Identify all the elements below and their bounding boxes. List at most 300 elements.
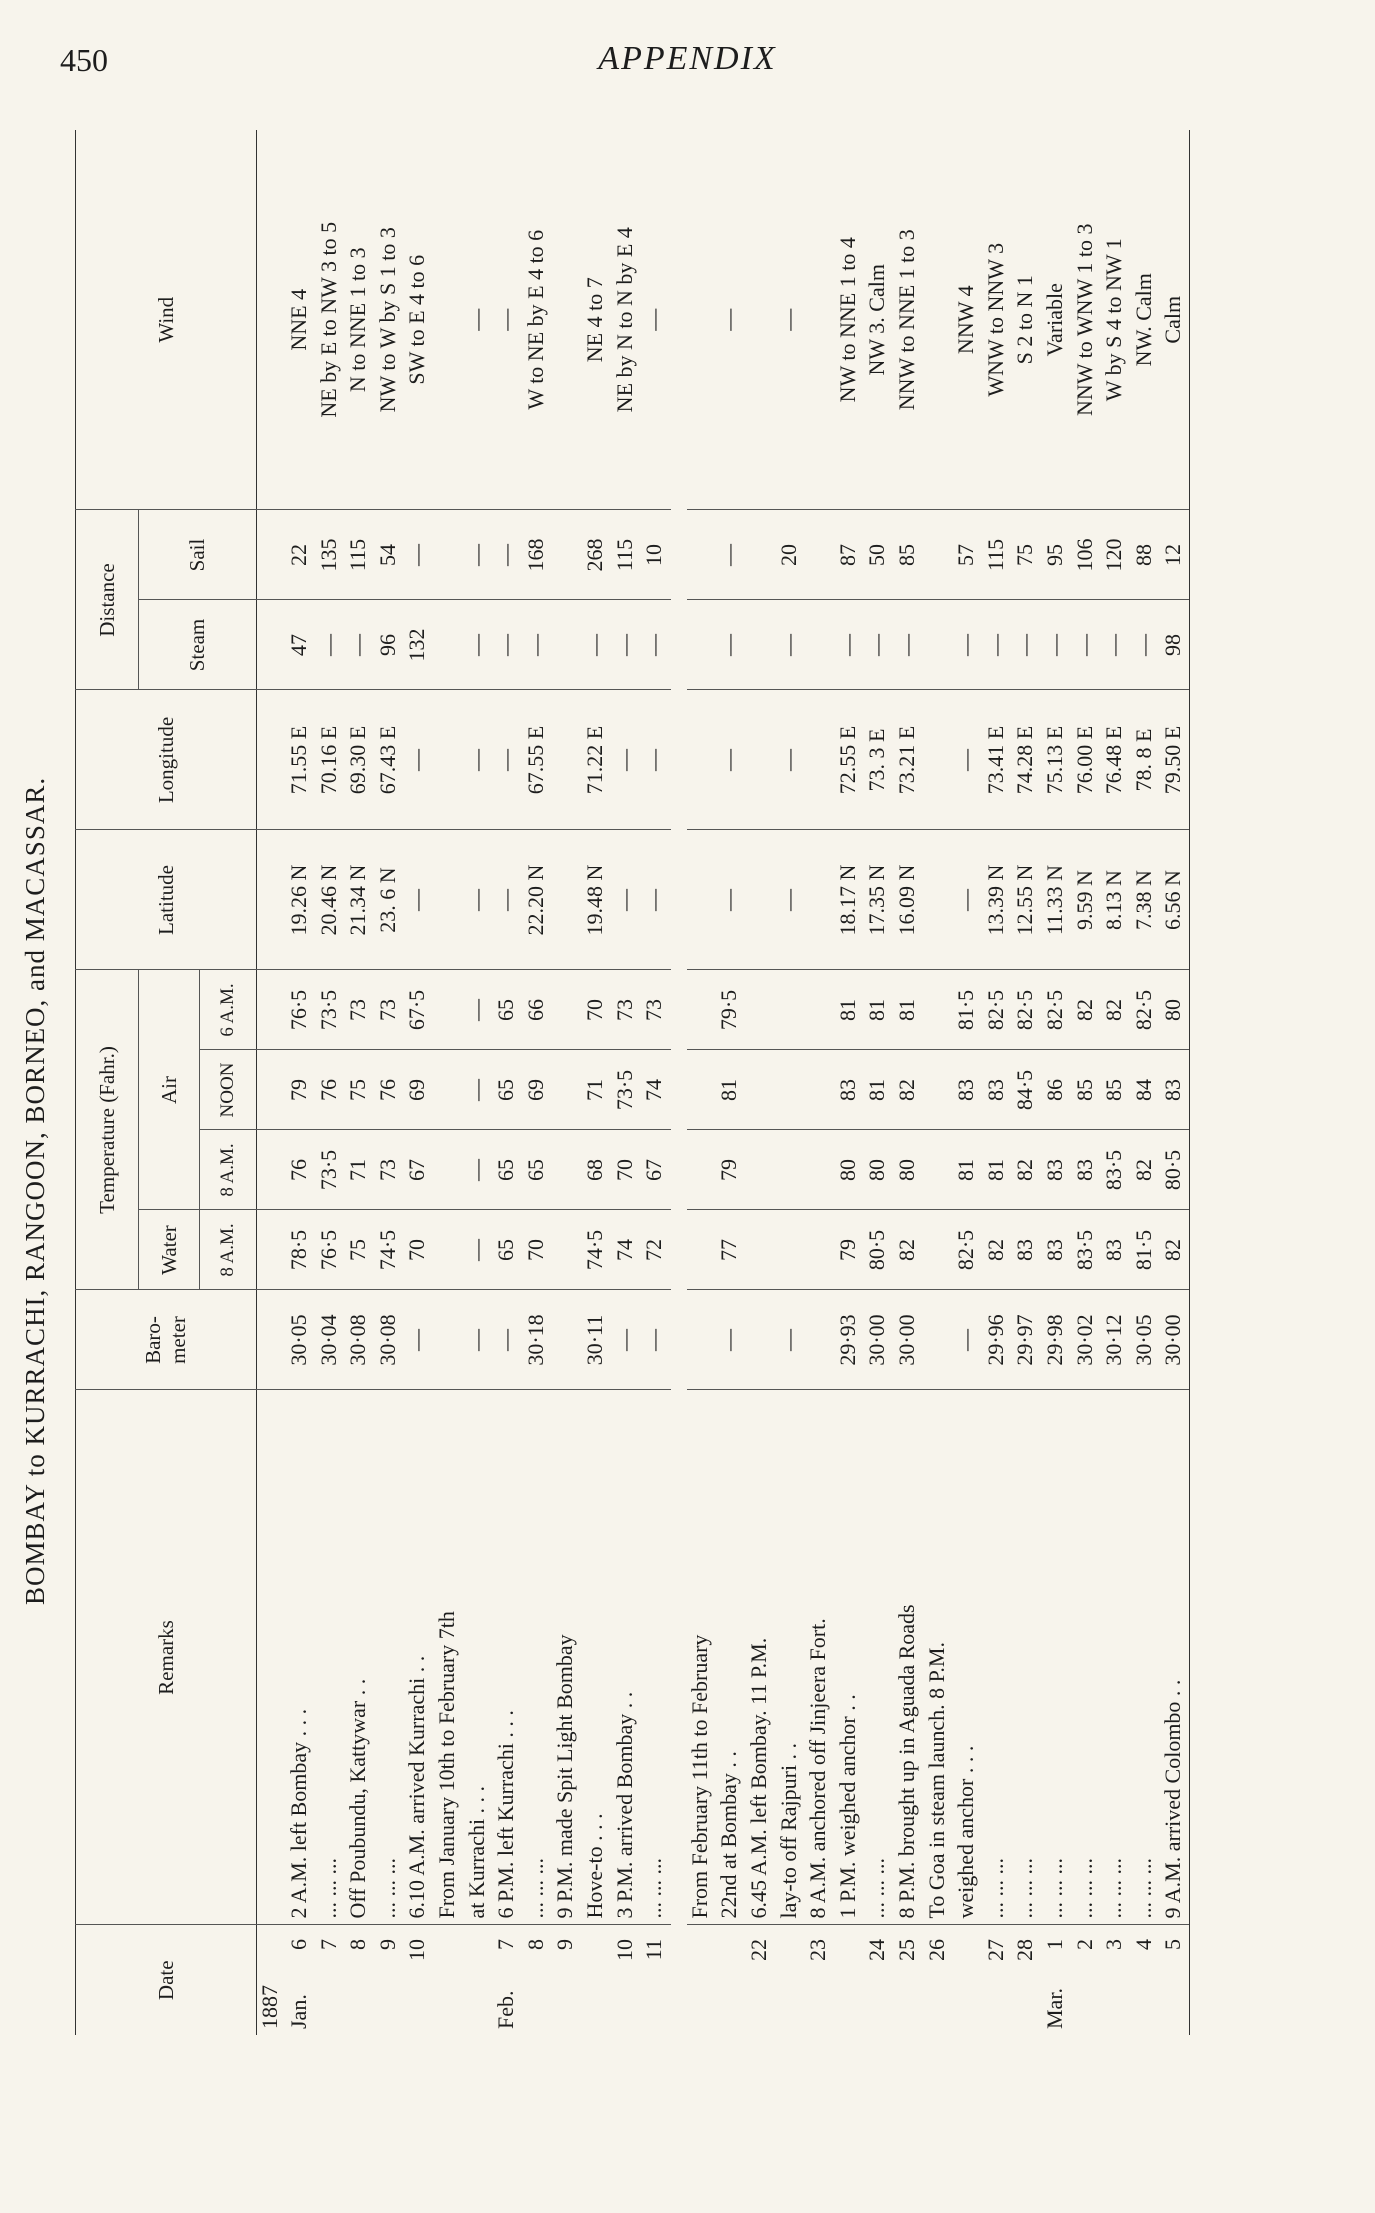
longitude-cell xyxy=(434,690,464,830)
header-air-noon: NOON xyxy=(200,1050,257,1130)
table-row xyxy=(1072,130,1102,2035)
date-cell xyxy=(1012,1925,1042,2035)
water-8am-cell xyxy=(257,1210,287,1290)
steam-cell: — xyxy=(953,600,983,690)
air-6am-cell: 81 xyxy=(894,970,924,1050)
longitude-cell: — xyxy=(612,690,642,830)
water-8am-cell: 83·5 xyxy=(1072,1210,1102,1290)
table-row xyxy=(612,130,642,2035)
date-cell xyxy=(345,1925,375,2035)
air-8am-cell: 65 xyxy=(493,1130,523,1210)
air-noon-cell xyxy=(924,1050,954,1130)
table-row xyxy=(523,130,553,2035)
air-8am-cell xyxy=(924,1130,954,1210)
date-day: 10 xyxy=(404,1939,430,1961)
date-cell xyxy=(1101,1925,1131,2035)
baro-cell: 29·97 xyxy=(1012,1290,1042,1390)
air-8am-cell xyxy=(257,1130,287,1210)
steam-cell: — xyxy=(894,600,924,690)
baro-cell: 30·08 xyxy=(345,1290,375,1390)
water-8am-cell xyxy=(924,1210,954,1290)
latitude-cell: 20.46 N xyxy=(316,830,346,970)
table-row xyxy=(687,130,717,2035)
longitude-cell: 67.55 E xyxy=(523,690,553,830)
longitude-cell: — xyxy=(493,690,523,830)
baro-cell: 30·05 xyxy=(1131,1290,1161,1390)
steam-cell: — xyxy=(1012,600,1042,690)
wind-cell: NW to NNE 1 to 4 xyxy=(835,130,865,510)
air-8am-cell: — xyxy=(464,1130,494,1210)
table-row xyxy=(316,130,346,2035)
latitude-cell: 23. 6 N xyxy=(375,830,405,970)
wind-cell: WNW to NNW 3 xyxy=(983,130,1013,510)
date-day: 24 xyxy=(864,1939,890,1961)
wind-cell: SW to E 4 to 6 xyxy=(404,130,434,510)
table-row xyxy=(805,130,835,2035)
baro-cell: — xyxy=(612,1290,642,1390)
wind-cell xyxy=(434,130,464,510)
date-cell xyxy=(316,1925,346,2035)
baro-cell: 30·00 xyxy=(1160,1290,1190,1390)
date-cell xyxy=(641,1925,671,2035)
air-noon-cell xyxy=(434,1050,464,1130)
table-row xyxy=(375,130,405,2035)
air-6am-cell: 67·5 xyxy=(404,970,434,1050)
air-8am-cell: 70 xyxy=(612,1130,642,1210)
wind-cell: Variable xyxy=(1042,130,1072,510)
air-8am-cell: 67 xyxy=(404,1130,434,1210)
sail-cell: 75 xyxy=(1012,510,1042,600)
sail-cell: 95 xyxy=(1042,510,1072,600)
table-row xyxy=(1101,130,1131,2035)
water-8am-cell: 76·5 xyxy=(316,1210,346,1290)
header-water: Water xyxy=(139,1210,200,1290)
steam-cell xyxy=(257,600,287,690)
latitude-cell: 9.59 N xyxy=(1072,830,1102,970)
air-noon-cell: 86 xyxy=(1042,1050,1072,1130)
longitude-cell: — xyxy=(953,690,983,830)
wind-cell: NNW to NNE 1 to 3 xyxy=(894,130,924,510)
baro-cell xyxy=(746,1290,776,1390)
steam-cell xyxy=(434,600,464,690)
baro-cell xyxy=(552,1290,582,1390)
sail-cell: 106 xyxy=(1072,510,1102,600)
air-6am-cell: 82 xyxy=(1101,970,1131,1050)
air-8am-cell: 81 xyxy=(983,1130,1013,1210)
date-cell xyxy=(434,1925,464,2035)
remarks-cell: ... ... ... xyxy=(1042,1390,1072,1925)
water-8am-cell: 65 xyxy=(493,1210,523,1290)
sail-cell: 54 xyxy=(375,510,405,600)
table-row xyxy=(894,130,924,2035)
wind-cell: W by S 4 to NW 1 xyxy=(1101,130,1131,510)
date-cell xyxy=(1160,1925,1190,2035)
air-noon-cell: 81 xyxy=(716,1050,746,1130)
sail-cell: 87 xyxy=(835,510,865,600)
water-8am-cell xyxy=(687,1210,717,1290)
sail-cell: 120 xyxy=(1101,510,1131,600)
air-noon-cell xyxy=(805,1050,835,1130)
date-day: 22 xyxy=(746,1939,771,1961)
latitude-cell xyxy=(687,830,717,970)
steam-cell: — xyxy=(864,600,894,690)
date-day: 9 xyxy=(552,1939,578,1950)
remarks-cell: lay-to off Rajpuri . . xyxy=(776,1390,806,1925)
table-row xyxy=(552,130,582,2035)
table-row xyxy=(404,130,434,2035)
remarks-cell: 9 P.M. made Spit Light Bombay xyxy=(552,1390,582,1925)
remarks-cell: 2 A.M. left Bombay . . . xyxy=(286,1390,316,1925)
date-day: 9 xyxy=(374,1939,400,1950)
air-8am-cell: 80·5 xyxy=(1160,1130,1190,1210)
longitude-cell: 74.28 E xyxy=(1012,690,1042,830)
date-day: 10 xyxy=(611,1939,637,1961)
air-8am-cell: 82 xyxy=(1012,1130,1042,1210)
wind-cell xyxy=(552,130,582,510)
air-noon-cell: 82 xyxy=(894,1050,924,1130)
steam-cell: — xyxy=(612,600,642,690)
remarks-cell: 22nd at Bombay . . xyxy=(716,1390,746,1925)
date-cell xyxy=(746,1925,776,2035)
header-date: Date xyxy=(153,1960,178,2001)
longitude-cell: 73.41 E xyxy=(983,690,1013,830)
air-6am-cell: 73 xyxy=(345,970,375,1050)
date-day: 11 xyxy=(641,1939,667,1961)
air-6am-cell: 82 xyxy=(1072,970,1102,1050)
air-noon-cell xyxy=(746,1050,776,1130)
longitude-cell xyxy=(687,690,717,830)
sail-cell: — xyxy=(716,510,746,600)
date-day: 26 xyxy=(923,1939,949,1961)
air-8am-cell: 80 xyxy=(894,1130,924,1210)
table-row xyxy=(582,130,612,2035)
air-6am-cell: 82·5 xyxy=(1042,970,1072,1050)
baro-cell: 30·12 xyxy=(1101,1290,1131,1390)
water-8am-cell: 70 xyxy=(523,1210,553,1290)
latitude-cell: 8.13 N xyxy=(1101,830,1131,970)
steam-cell: — xyxy=(316,600,346,690)
header-air-8am: 8 A.M. xyxy=(200,1130,257,1210)
sail-cell: 135 xyxy=(316,510,346,600)
air-8am-cell: 83 xyxy=(1042,1130,1072,1210)
remarks-cell: ... ... ... xyxy=(316,1390,346,1925)
longitude-cell: — xyxy=(776,690,806,830)
latitude-cell: 22.20 N xyxy=(523,830,553,970)
wind-cell: NE 4 to 7 xyxy=(582,130,612,510)
longitude-cell: 75.13 E xyxy=(1042,690,1072,830)
date-day: 7 xyxy=(493,1939,519,1950)
date-day: 3 xyxy=(1101,1939,1127,1950)
air-noon-cell xyxy=(552,1050,582,1130)
date-day: 5 xyxy=(1160,1939,1186,1950)
air-8am-cell: 71 xyxy=(345,1130,375,1210)
header-remarks: Remarks xyxy=(76,1390,257,1925)
steam-cell: — xyxy=(1101,600,1131,690)
remarks-cell xyxy=(257,1390,287,1925)
remarks-cell: ... ... ... xyxy=(983,1390,1013,1925)
wind-cell: NW to W by S 1 to 3 xyxy=(375,130,405,510)
air-6am-cell xyxy=(257,970,287,1050)
date-cell xyxy=(1131,1925,1161,2035)
sail-cell: — xyxy=(493,510,523,600)
steam-cell xyxy=(746,600,776,690)
latitude-cell xyxy=(805,830,835,970)
baro-cell xyxy=(687,1290,717,1390)
table-row xyxy=(464,130,494,2035)
water-8am-cell: 74·5 xyxy=(582,1210,612,1290)
steam-cell: 47 xyxy=(286,600,316,690)
longitude-cell: 78. 8 E xyxy=(1131,690,1161,830)
air-8am-cell: 73·5 xyxy=(316,1130,346,1210)
wind-cell: NNW to WNW 1 to 3 xyxy=(1072,130,1102,510)
air-6am-cell: 73 xyxy=(641,970,671,1050)
longitude-cell: — xyxy=(641,690,671,830)
latitude-cell: 18.17 N xyxy=(835,830,865,970)
wind-cell xyxy=(805,130,835,510)
date-day: 2 xyxy=(1071,1939,1097,1950)
water-8am-cell: 74·5 xyxy=(375,1210,405,1290)
remarks-cell: Off Poubundu, Kattywar . . xyxy=(345,1390,375,1925)
air-6am-cell: 82·5 xyxy=(983,970,1013,1050)
remarks-cell: 8 A.M. anchored off Jinjeera Fort. xyxy=(805,1390,835,1925)
sail-cell: 88 xyxy=(1131,510,1161,600)
date-day: 8 xyxy=(345,1939,371,1950)
air-noon-cell: 74 xyxy=(641,1050,671,1130)
baro-cell: 30·05 xyxy=(286,1290,316,1390)
remarks-cell: ... ... ... xyxy=(1131,1390,1161,1925)
remarks-cell: 1 P.M. weighed anchor . . xyxy=(835,1390,865,1925)
date-cell xyxy=(257,1925,287,2035)
date-day: 1 xyxy=(1041,1939,1067,1950)
steam-cell: 96 xyxy=(375,600,405,690)
longitude-cell: 73. 3 E xyxy=(864,690,894,830)
longitude-cell: 70.16 E xyxy=(316,690,346,830)
sail-cell: 57 xyxy=(953,510,983,600)
air-6am-cell: 70 xyxy=(582,970,612,1050)
log-table-body xyxy=(257,130,1190,2035)
sail-cell xyxy=(257,510,287,600)
date-cell xyxy=(286,1925,316,2035)
date-day: 25 xyxy=(893,1939,919,1961)
sail-cell xyxy=(687,510,717,600)
page-number: 450 xyxy=(60,42,108,78)
remarks-cell: ... ... ... xyxy=(1101,1390,1131,1925)
date-month: Jan. xyxy=(286,1994,312,2029)
table-row xyxy=(835,130,865,2035)
air-6am-cell: 73 xyxy=(375,970,405,1050)
air-noon-cell: 76 xyxy=(316,1050,346,1130)
header-water-8am: 8 A.M. xyxy=(200,1210,257,1290)
header-barometer: Baro- meter xyxy=(76,1290,257,1390)
latitude-cell: — xyxy=(612,830,642,970)
wind-cell: W to NE by E 4 to 6 xyxy=(523,130,553,510)
water-8am-cell: 82 xyxy=(983,1210,1013,1290)
baro-cell xyxy=(924,1290,954,1390)
date-cell xyxy=(835,1925,865,2035)
water-8am-cell: 77 xyxy=(716,1210,746,1290)
table-row xyxy=(953,130,983,2035)
sail-cell: — xyxy=(464,510,494,600)
water-8am-cell: 79 xyxy=(835,1210,865,1290)
air-8am-cell xyxy=(776,1130,806,1210)
date-day: 8 xyxy=(522,1939,548,1950)
water-8am-cell: 82 xyxy=(1160,1210,1190,1290)
air-8am-cell: 67 xyxy=(641,1130,671,1210)
sail-cell: 20 xyxy=(776,510,806,600)
sail-cell: — xyxy=(404,510,434,600)
air-8am-cell: 73 xyxy=(375,1130,405,1210)
remarks-cell: From January 10th to February 7th xyxy=(434,1390,464,1925)
air-noon-cell: — xyxy=(464,1050,494,1130)
air-6am-cell xyxy=(746,970,776,1050)
baro-cell: 29·98 xyxy=(1042,1290,1072,1390)
air-8am-cell: 79 xyxy=(716,1130,746,1210)
latitude-cell: — xyxy=(953,830,983,970)
running-head: APPENDIX xyxy=(598,40,777,77)
latitude-cell xyxy=(257,830,287,970)
air-noon-cell: 83 xyxy=(983,1050,1013,1130)
water-8am-cell: 83 xyxy=(1012,1210,1042,1290)
date-day: 28 xyxy=(1012,1939,1038,1961)
remarks-cell: ... ... ... xyxy=(1012,1390,1042,1925)
water-8am-cell xyxy=(434,1210,464,1290)
remarks-cell: 6 P.M. left Kurrachi . . . xyxy=(493,1390,523,1925)
air-6am-cell: 65 xyxy=(493,970,523,1050)
longitude-cell: 72.55 E xyxy=(835,690,865,830)
air-noon-cell: 71 xyxy=(582,1050,612,1130)
baro-cell: — xyxy=(493,1290,523,1390)
air-noon-cell: 85 xyxy=(1101,1050,1131,1130)
air-noon-cell xyxy=(257,1050,287,1130)
date-day: 23 xyxy=(805,1939,831,1961)
water-8am-cell: 72 xyxy=(641,1210,671,1290)
baro-cell: 30·04 xyxy=(316,1290,346,1390)
air-8am-cell: 83 xyxy=(1072,1130,1102,1210)
remarks-cell: ... ... ... xyxy=(864,1390,894,1925)
air-6am-cell xyxy=(434,970,464,1050)
sail-cell: 268 xyxy=(582,510,612,600)
longitude-cell: 71.55 E xyxy=(286,690,316,830)
header-temperature: Temperature (Fahr.) xyxy=(76,970,139,1290)
water-8am-cell xyxy=(746,1210,776,1290)
longitude-cell: — xyxy=(404,690,434,830)
water-8am-cell: 80·5 xyxy=(864,1210,894,1290)
longitude-cell xyxy=(257,690,287,830)
steam-cell: — xyxy=(1042,600,1072,690)
latitude-cell: — xyxy=(716,830,746,970)
remarks-cell: To Goa in steam launch. 8 P.M. xyxy=(924,1390,954,1925)
date-cell xyxy=(776,1925,806,2035)
air-6am-cell xyxy=(805,970,835,1050)
longitude-cell: 71.22 E xyxy=(582,690,612,830)
air-8am-cell: 83·5 xyxy=(1101,1130,1131,1210)
date-cell xyxy=(523,1925,553,2035)
air-6am-cell xyxy=(687,970,717,1050)
table-row xyxy=(1131,130,1161,2035)
water-8am-cell: — xyxy=(464,1210,494,1290)
air-noon-cell: 85 xyxy=(1072,1050,1102,1130)
baro-cell xyxy=(805,1290,835,1390)
latitude-cell: 13.39 N xyxy=(983,830,1013,970)
steam-cell xyxy=(687,600,717,690)
date-cell xyxy=(924,1925,954,2035)
latitude-cell xyxy=(434,830,464,970)
sail-cell xyxy=(746,510,776,600)
latitude-cell xyxy=(924,830,954,970)
water-8am-cell: 82 xyxy=(894,1210,924,1290)
latitude-cell: — xyxy=(641,830,671,970)
table-row xyxy=(641,130,671,2035)
latitude-cell: 17.35 N xyxy=(864,830,894,970)
side-title: BOMBAY to KURRACHI, RANGOON, BORNEO, and MACASSAR. xyxy=(20,776,50,1605)
water-8am-cell: 70 xyxy=(404,1210,434,1290)
date-cell xyxy=(582,1925,612,2035)
air-8am-cell: 65 xyxy=(523,1130,553,1210)
table-row xyxy=(257,130,287,2035)
sail-cell: 10 xyxy=(641,510,671,600)
longitude-cell xyxy=(805,690,835,830)
air-8am-cell xyxy=(746,1130,776,1210)
date-cell xyxy=(493,1925,523,2035)
header-longitude: Longitude xyxy=(76,690,257,830)
date-cell xyxy=(687,1925,717,2035)
date-cell xyxy=(1042,1925,1072,2035)
baro-cell: — xyxy=(404,1290,434,1390)
table-row xyxy=(746,130,776,2035)
baro-cell: — xyxy=(953,1290,983,1390)
wind-cell: NW. Calm xyxy=(1131,130,1161,510)
longitude-cell xyxy=(746,690,776,830)
steam-cell xyxy=(924,600,954,690)
table-row xyxy=(983,130,1013,2035)
remarks-cell: 6.45 A.M. left Bombay. 11 P.M. xyxy=(746,1390,776,1925)
wind-cell: — xyxy=(716,130,746,510)
latitude-cell: — xyxy=(776,830,806,970)
air-8am-cell: 82 xyxy=(1131,1130,1161,1210)
remarks-cell: 6.10 A.M. arrived Kurrachi . . xyxy=(404,1390,434,1925)
wind-cell: — xyxy=(493,130,523,510)
longitude-cell: 76.00 E xyxy=(1072,690,1102,830)
air-6am-cell: 66 xyxy=(523,970,553,1050)
table-row xyxy=(345,130,375,2035)
air-6am-cell: 76·5 xyxy=(286,970,316,1050)
table-row xyxy=(493,130,523,2035)
longitude-cell: — xyxy=(716,690,746,830)
remarks-cell: ... ... ... xyxy=(375,1390,405,1925)
date-cell xyxy=(552,1925,582,2035)
air-6am-cell: 73 xyxy=(612,970,642,1050)
steam-cell: — xyxy=(1131,600,1161,690)
baro-cell: — xyxy=(464,1290,494,1390)
air-8am-cell xyxy=(552,1130,582,1210)
longitude-cell: 67.43 E xyxy=(375,690,405,830)
table-row xyxy=(1042,130,1072,2035)
sail-cell: 12 xyxy=(1160,510,1190,600)
air-noon-cell: 69 xyxy=(523,1050,553,1130)
latitude-cell: 11.33 N xyxy=(1042,830,1072,970)
date-day: 27 xyxy=(982,1939,1008,1961)
steam-cell: 132 xyxy=(404,600,434,690)
date-cell xyxy=(805,1925,835,2035)
date-cell xyxy=(375,1925,405,2035)
air-8am-cell xyxy=(687,1130,717,1210)
water-8am-cell: 75 xyxy=(345,1210,375,1290)
wind-cell xyxy=(687,130,717,510)
air-8am-cell: 80 xyxy=(835,1130,865,1210)
water-8am-cell: 74 xyxy=(612,1210,642,1290)
rotated-table-container xyxy=(75,130,1375,2035)
baro-cell xyxy=(257,1290,287,1390)
